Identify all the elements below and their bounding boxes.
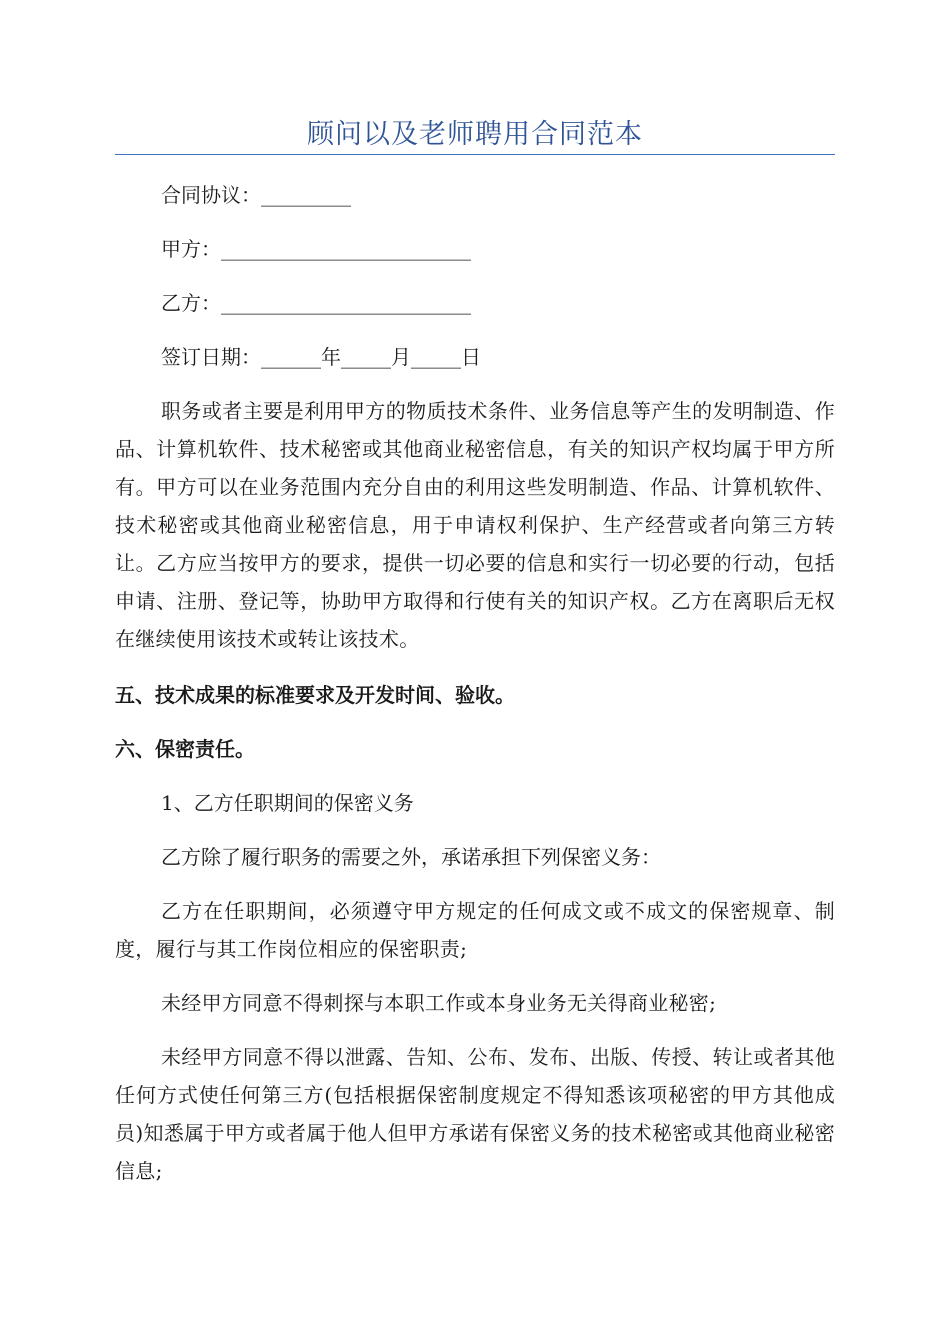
obligation-paragraph-3: 未经甲方同意不得以泄露、告知、公布、发布、出版、传授、转让或者其他任何方式使任何第三方(包括根据保密制度规定不得知悉该项秘密的甲方其他成员)知悉属于甲方或者属于他人但甲方承诺有保密义务的技术秘密或其他商业秘密信息; xyxy=(115,1045,835,1183)
ip-ownership-paragraph: 职务或者主要是利用甲方的物质技术条件、业务信息等产生的发明制造、作品、计算机软件、技术秘密或其他商业秘密信息，有关的知识产权均属于甲方所有。甲方可以在业务范围内充分自由的利用这些发明制造、作品、计算机软件、技术秘密或其他商业秘密信息，用于申请权利保护、生产经营或者向第三方转让。乙方应当按甲方的要求，提供一切必要的信息和实行一切必要的行动，包括申请、注册、登记等，协助甲方取得和行使有关的知识产权。乙方在离职后无权在继续使用该技术或转让该技术。 xyxy=(115,399,835,651)
obligation-intro: 乙方除了履行职务的需要之外，承诺承担下列保密义务： xyxy=(161,845,661,869)
contract-field: 合同协议：_________ xyxy=(161,183,351,207)
item-1-heading: 1、乙方任职期间的保密义务 xyxy=(161,791,414,815)
document-title: 顾问以及老师聘用合同范本 xyxy=(307,119,643,150)
title-underline xyxy=(115,154,835,155)
section-5-heading: 五、技术成果的标准要求及开发时间、验收。 xyxy=(115,683,515,707)
signing-date-field: 签订日期：______年_____月_____日 xyxy=(161,345,481,369)
obligation-paragraph-1: 乙方在任职期间，必须遵守甲方规定的任何成文或不成文的保密规章、制度，履行与其工作岗位相应的保密职责; xyxy=(115,899,835,961)
party-a-field: 甲方：_________________________ xyxy=(161,237,471,261)
section-6-heading: 六、保密责任。 xyxy=(115,737,255,761)
obligation-paragraph-2: 未经甲方同意不得刺探与本职工作或本身业务无关得商业秘密; xyxy=(161,991,717,1015)
party-b-field: 乙方：_________________________ xyxy=(161,291,471,315)
